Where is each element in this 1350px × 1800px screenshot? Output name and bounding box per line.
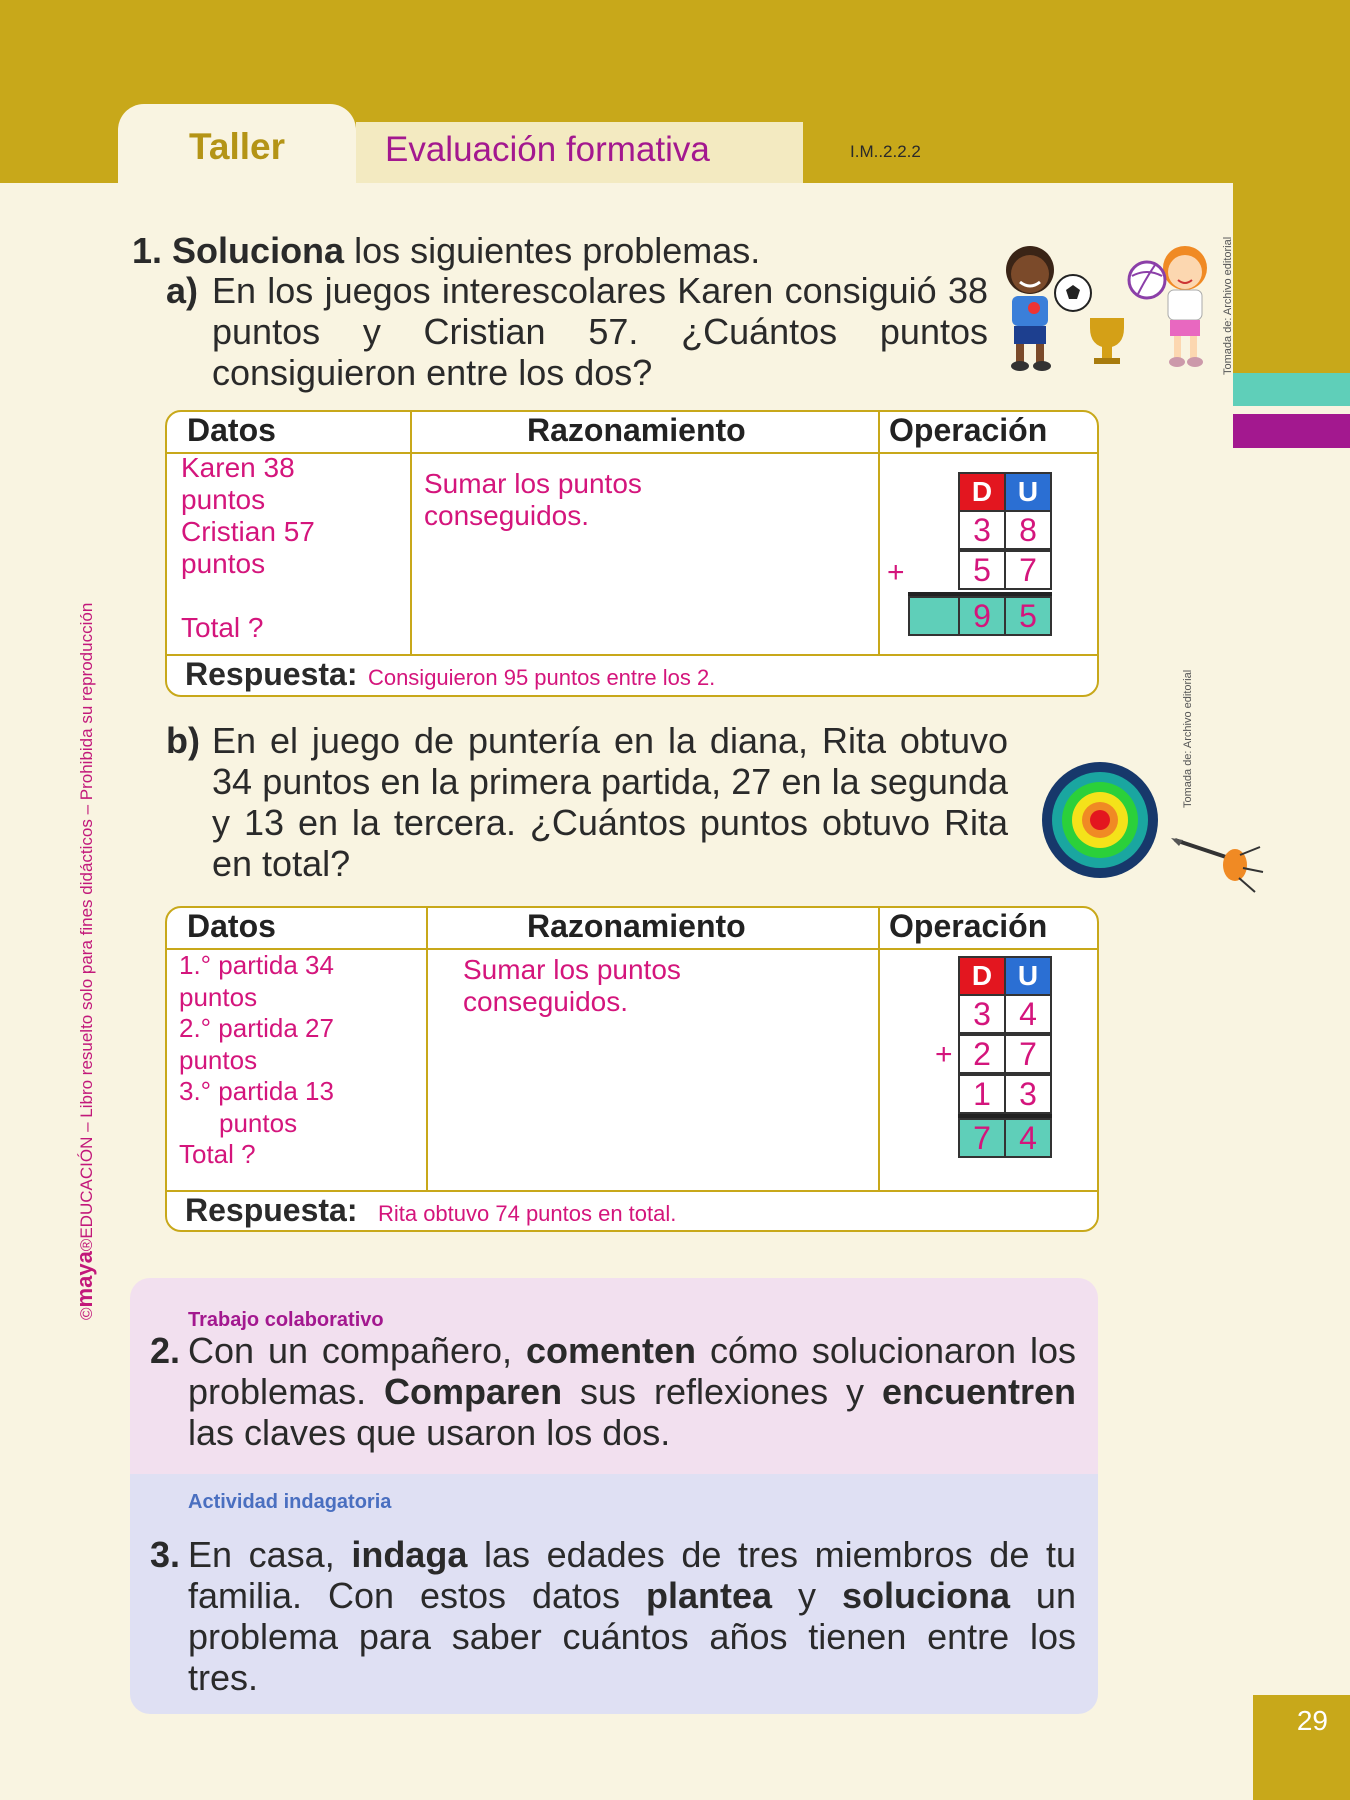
table-b-op-cell: 4: [1004, 994, 1052, 1034]
table-b-op-cell: 2: [958, 1034, 1006, 1074]
side-purple-stripe: [1233, 414, 1350, 448]
table-b: [165, 906, 1099, 1232]
table-a-op-result-blank: [908, 596, 960, 636]
q1a-text: En los juegos interescolares Karen consiguió 38 puntos y Cristian 57. ¿Cuántos puntos consiguieron entre los dos?: [212, 270, 988, 393]
table-b-op-cell: 7: [1004, 1034, 1052, 1074]
table-b-header-datos: Datos: [187, 908, 276, 944]
q1-verb: Soluciona: [172, 230, 345, 271]
table-b-op-cell: 3: [1004, 1074, 1052, 1114]
side-credit: ©maya®EDUCACIÓN – Libro resuelto solo para fines didácticos – Prohibida su reproducción: [72, 602, 97, 1320]
indag-text: En casa, indaga las edades de tres miembros de tu familia. Con estos datos plantea y soluciona un problema para saber cuántos años tienen entre los tres.: [188, 1534, 1076, 1698]
table-a-header-razonamiento: Razonamiento: [527, 412, 746, 448]
q1a-letter: a): [166, 270, 199, 311]
table-a: [165, 410, 1099, 697]
table-a-header-datos: Datos: [187, 412, 276, 448]
collab-label: Trabajo colaborativo: [188, 1309, 384, 1331]
table-a-plus: +: [887, 556, 905, 589]
table-b-datos: 1.° partida 34 puntos 2.° partida 27 puntos 3.° partida 13 puntos Total ?: [179, 950, 334, 1169]
table-b-op-u: U: [1004, 956, 1052, 996]
table-a-op-cell: 8: [1004, 510, 1052, 550]
question-1a: [168, 270, 988, 393]
table-b-op-result: 4: [1004, 1118, 1052, 1158]
table-a-op-cell: 5: [958, 550, 1006, 590]
table-b-plus: +: [935, 1038, 953, 1071]
table-a-op-result: 5: [1004, 596, 1052, 636]
brand-logo: maya: [72, 1251, 97, 1308]
table-b-op-d: D: [958, 956, 1006, 996]
table-b-header-razonamiento: Razonamiento: [527, 908, 746, 944]
collab-number: 2.: [150, 1330, 181, 1371]
indag-number: 3.: [150, 1534, 181, 1575]
target-dart-illustration: [1035, 760, 1275, 920]
q1b-text: En el juego de puntería en la diana, Rita obtuvo 34 puntos en la primera partida, 27 en la segunda y 13 en la tercera. ¿Cuántos puntos obtuvo Rita en total?: [212, 720, 1008, 884]
question-1b: [168, 720, 1008, 884]
table-a-datos: Karen 38 puntos Cristian 57 puntos Total ?: [181, 452, 315, 643]
indag-label: Actividad indagatoria: [188, 1491, 392, 1513]
table-b-op-cell: 1: [958, 1074, 1006, 1114]
photo-credit-2: Tomada de: Archivo editorial: [1182, 669, 1194, 808]
indicator-code: I.M..2.2.2: [850, 142, 921, 161]
table-a-op-cell: 7: [1004, 550, 1052, 590]
table-a-op-u: U: [1004, 472, 1052, 512]
table-b-respuesta: Respuesta: Rita obtuvo 74 puntos en total.: [185, 1192, 677, 1228]
table-a-razonamiento: Sumar los puntos conseguidos.: [424, 468, 642, 531]
table-b-op-result: 7: [958, 1118, 1006, 1158]
table-a-respuesta: Respuesta: Consiguieron 95 puntos entre los 2.: [185, 656, 716, 692]
q1b-letter: b): [166, 720, 200, 761]
kids-sports-illustration: [990, 238, 1210, 378]
table-b-header-operacion: Operación: [889, 908, 1048, 944]
page-number: 29: [1296, 1705, 1328, 1736]
table-b-razonamiento: Sumar los puntos conseguidos.: [463, 954, 681, 1017]
side-gold-band: [1233, 183, 1350, 373]
collab-text: Con un compañero, comenten cómo solucionaron los problemas. Comparen sus reflexiones y encuentren las claves que usaron los dos.: [188, 1330, 1076, 1453]
side-teal-stripe: [1233, 373, 1350, 406]
table-a-op-result: 9: [958, 596, 1006, 636]
photo-credit-1: Tomada de: Archivo editorial: [1222, 236, 1234, 375]
tab-evaluacion-label: Evaluación formativa: [385, 130, 710, 169]
question-1: 1. Soluciona los siguientes problemas.: [132, 230, 761, 271]
table-a-op-d: D: [958, 472, 1006, 512]
tab-taller-label: Taller: [189, 126, 285, 167]
table-a-header-operacion: Operación: [889, 412, 1048, 448]
table-a-op-cell: 3: [958, 510, 1006, 550]
table-b-op-cell: 3: [958, 994, 1006, 1034]
